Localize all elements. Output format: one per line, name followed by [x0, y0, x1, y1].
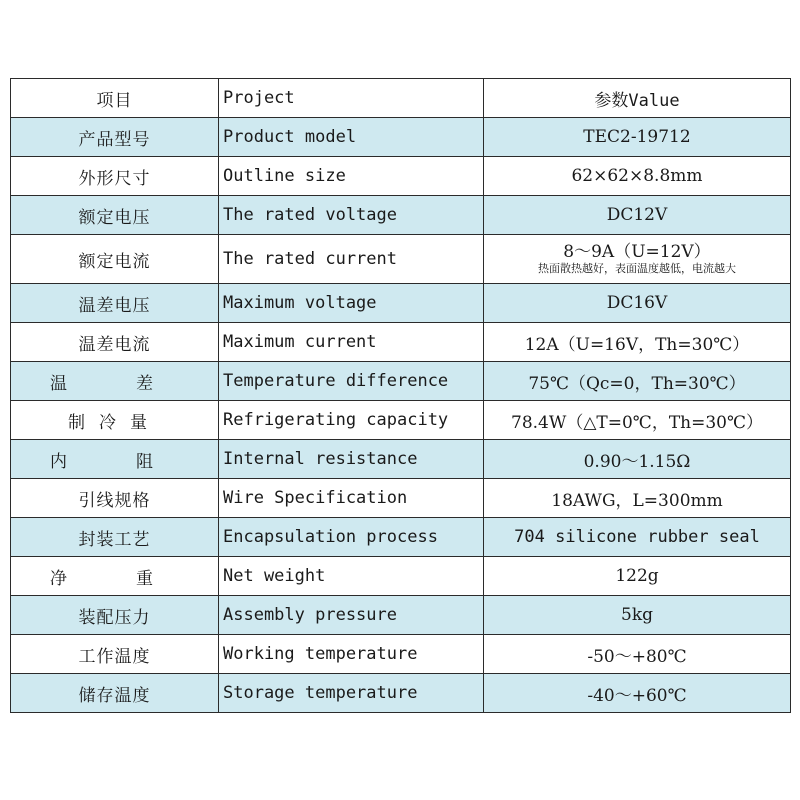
- table-row: [11, 157, 791, 196]
- row-note: 热面散热越好，表面温度越低，电流越大: [538, 262, 736, 275]
- row-project: Wire Specification: [219, 479, 484, 518]
- row-value: 62×62×8.8mm: [484, 157, 791, 196]
- row-item: 额定电压: [11, 196, 219, 235]
- table-row: [11, 518, 791, 557]
- table-row: [11, 118, 791, 157]
- row-value: -50～+80℃: [484, 635, 791, 674]
- row-project: Net weight: [219, 557, 484, 596]
- header-row: [11, 79, 791, 118]
- header-value: 参数Value: [484, 79, 791, 118]
- row-value: 8～9A（U=12V）: [563, 242, 711, 262]
- row-value: 5kg: [484, 596, 791, 635]
- row-value: DC12V: [484, 196, 791, 235]
- row-item: 温 差: [11, 362, 219, 401]
- row-project: Temperature difference: [219, 362, 484, 401]
- row-value: 0.90～1.15Ω: [484, 440, 791, 479]
- row-value: DC16V: [484, 284, 791, 323]
- row-item: 外形尺寸: [11, 157, 219, 196]
- row-value: 122g: [484, 557, 791, 596]
- table-row: [11, 196, 791, 235]
- row-item: 产品型号: [11, 118, 219, 157]
- table-row: [11, 235, 791, 284]
- table-row: [11, 362, 791, 401]
- row-value: -40～+60℃: [484, 674, 791, 713]
- row-item: 内 阻: [11, 440, 219, 479]
- row-project: Maximum current: [219, 323, 484, 362]
- row-project: Storage temperature: [219, 674, 484, 713]
- row-item: 封装工艺: [11, 518, 219, 557]
- row-item: 储存温度: [11, 674, 219, 713]
- row-value: 78.4W（△T=0℃，Th=30℃）: [484, 401, 791, 440]
- header-project: Project: [219, 79, 484, 118]
- row-project: Assembly pressure: [219, 596, 484, 635]
- row-item: 引线规格: [11, 479, 219, 518]
- row-project: Product model: [219, 118, 484, 157]
- row-project: Outline size: [219, 157, 484, 196]
- row-item: 净 重: [11, 557, 219, 596]
- row-project: Working temperature: [219, 635, 484, 674]
- row-project: The rated voltage: [219, 196, 484, 235]
- row-value-cell: [484, 235, 791, 284]
- row-project: Encapsulation process: [219, 518, 484, 557]
- table-row: [11, 479, 791, 518]
- row-project: Internal resistance: [219, 440, 484, 479]
- row-value: 75℃（Qc=0，Th=30℃）: [484, 362, 791, 401]
- row-item: 装配压力: [11, 596, 219, 635]
- header-item: 项目: [11, 79, 219, 118]
- table-row: [11, 323, 791, 362]
- row-item: 工作温度: [11, 635, 219, 674]
- table-row: [11, 557, 791, 596]
- row-item: 温差电流: [11, 323, 219, 362]
- row-project: Maximum voltage: [219, 284, 484, 323]
- row-item: 制冷量: [11, 401, 219, 440]
- table-row: [11, 674, 791, 713]
- table-row: [11, 596, 791, 635]
- table-row: [11, 401, 791, 440]
- row-value: 18AWG，L=300mm: [484, 479, 791, 518]
- table-row: [11, 284, 791, 323]
- row-value: TEC2-19712: [484, 118, 791, 157]
- row-value: 12A（U=16V，Th=30℃）: [484, 323, 791, 362]
- table-row: [11, 440, 791, 479]
- row-item: 温差电压: [11, 284, 219, 323]
- row-project: Refrigerating capacity: [219, 401, 484, 440]
- row-item: 额定电流: [11, 235, 219, 284]
- spec-table: [10, 78, 791, 713]
- row-value: 704 silicone rubber seal: [484, 518, 791, 557]
- row-project: The rated current: [219, 235, 484, 284]
- table-row: [11, 635, 791, 674]
